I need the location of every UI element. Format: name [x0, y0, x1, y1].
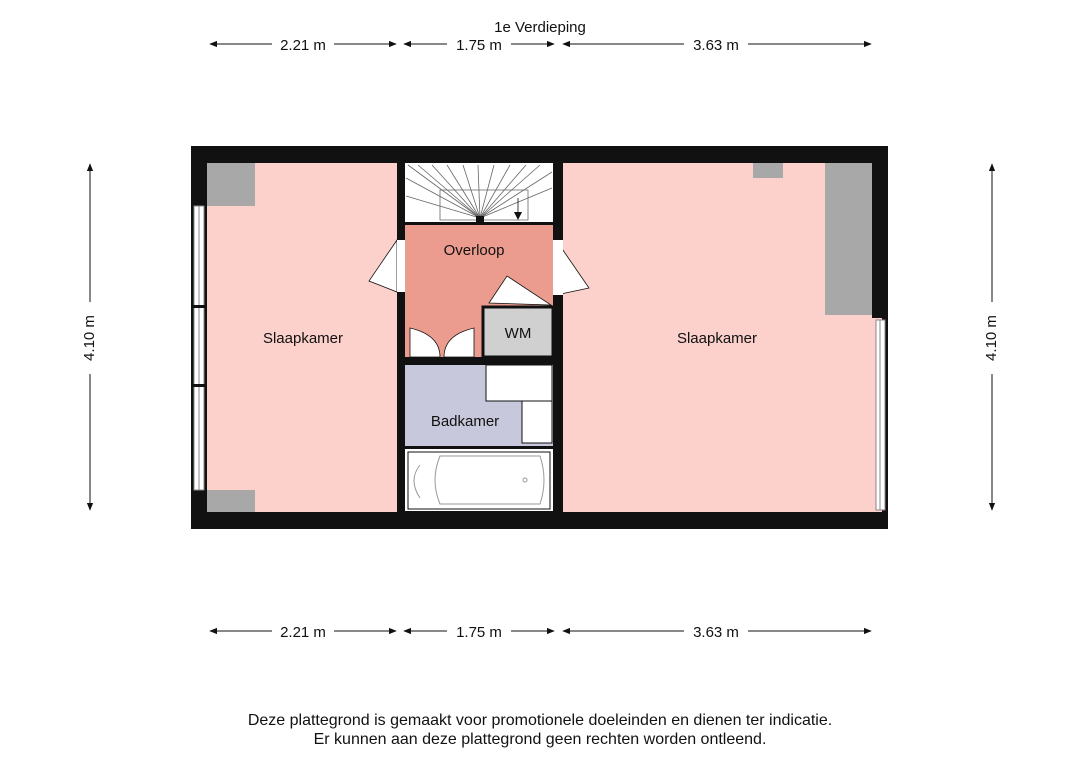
chimney-block — [753, 163, 783, 178]
bottom-dimensions — [210, 624, 871, 641]
interior-wall — [405, 446, 553, 449]
top-dimension-left: 2.21 m — [280, 37, 326, 54]
wardrobe-block — [825, 163, 872, 315]
top-dimensions — [210, 37, 871, 54]
window-right — [876, 320, 885, 510]
right-dimension — [983, 164, 1000, 510]
floor-title: 1e Verdieping — [494, 19, 586, 36]
room-label-overloop: Overloop — [443, 242, 505, 259]
left-dimension-label: 4.10 m — [80, 315, 98, 361]
bathtub — [408, 452, 550, 509]
left-dimension — [81, 164, 98, 510]
room-label-slaapkamer-left: Slaapkamer — [262, 330, 344, 347]
door-opening — [397, 240, 405, 292]
interior-wall — [405, 357, 553, 365]
top-dimension-right: 3.63 m — [693, 37, 739, 54]
door-opening — [553, 240, 563, 295]
disclaimer — [0, 711, 1080, 749]
room-label-wm: WM — [504, 325, 532, 342]
interior-wall — [397, 222, 563, 225]
bottom-dimension-left: 2.21 m — [280, 624, 326, 641]
bottom-dimension-right: 3.63 m — [693, 624, 739, 641]
wardrobe-block — [207, 490, 255, 512]
disclaimer-line-2: Er kunnen aan deze plattegrond geen rechten worden ontleend. — [313, 731, 767, 748]
disclaimer-line-1: Deze plattegrond is gemaakt voor promotionele doeleinden en dienen ter indicatie. — [247, 712, 833, 729]
vanity — [486, 365, 552, 401]
wardrobe-block — [207, 163, 255, 206]
top-dimension-middle: 1.75 m — [456, 37, 502, 54]
shower-box — [522, 401, 552, 443]
bottom-dimension-middle: 1.75 m — [456, 624, 502, 641]
right-dimension-label: 4.10 m — [982, 315, 1000, 361]
room-label-slaapkamer-right: Slaapkamer — [676, 330, 758, 347]
room-label-badkamer: Badkamer — [430, 413, 500, 430]
